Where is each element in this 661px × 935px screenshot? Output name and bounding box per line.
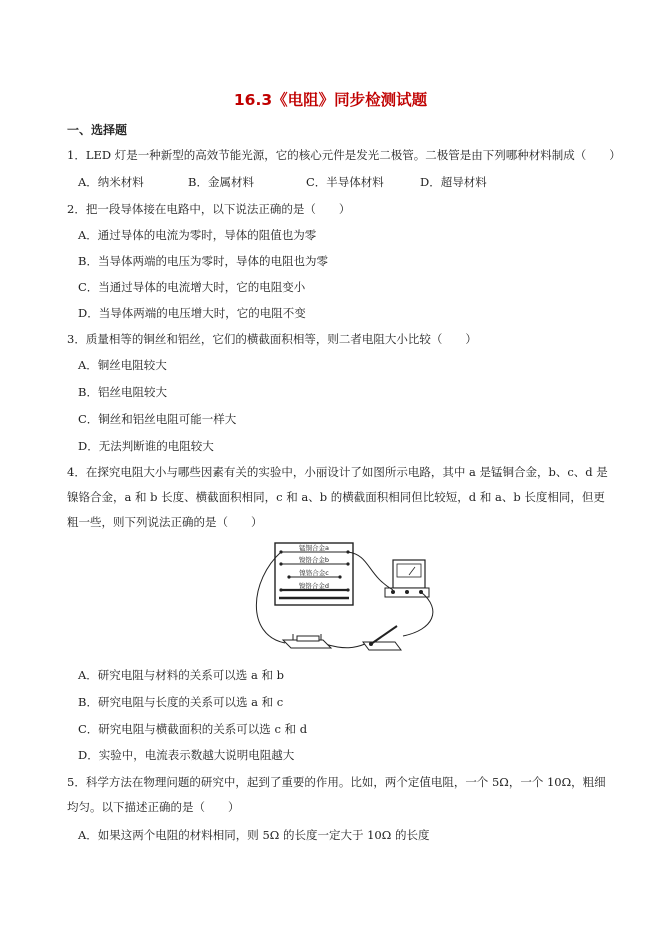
q2-option-a: A．通过导体的电流为零时，导体的阻值也为零 bbox=[78, 228, 317, 242]
q1-stem: 1．LED 灯是一种新型的高效节能光源，它的核心元件是发光二极管。二极管是由下列哪种材料制成（ ） bbox=[67, 148, 621, 162]
q5-stem-line: 5．科学方法在物理问题的研究中，起到了重要的作用。比如，两个定值电阻，一个 5Ω，一个 10Ω，粗细 bbox=[67, 775, 606, 789]
q2-stem: 2．把一段导体接在电路中，以下说法正确的是（ ） bbox=[67, 202, 351, 216]
q1-option-c: C．半导体材料 bbox=[306, 175, 384, 189]
q4-option-d: D．实验中，电流表示数越大说明电阻越大 bbox=[78, 748, 295, 762]
q4-option-b: B．研究电阻与长度的关系可以选 a 和 c bbox=[78, 695, 284, 709]
q4-option-c: C．研究电阻与横截面积的关系可以选 c 和 d bbox=[78, 722, 308, 736]
q3-option-b: B．铝丝电阻较大 bbox=[78, 385, 167, 399]
q3-stem: 3．质量相等的铜丝和铝丝，它们的横截面积相等，则二者电阻大小比较（ ） bbox=[67, 332, 477, 346]
q5-stem bbox=[67, 770, 606, 820]
label-d: 镍铬合金d bbox=[298, 582, 330, 590]
q4-stem bbox=[67, 460, 608, 535]
q1-options bbox=[78, 174, 538, 190]
q4-stem-line: 4．在探究电阻大小与哪些因素有关的实验中，小丽设计了如图所示电路，其中 a 是锰铜合金，b、c、d 是 bbox=[67, 465, 608, 479]
circuit-figure bbox=[245, 540, 445, 665]
label-a: 锰铜合金a bbox=[299, 544, 329, 552]
battery bbox=[283, 634, 331, 648]
page-title: 16.3《电阻》同步检测试题 bbox=[233, 91, 428, 109]
q1-option-a: A．纳米材料 bbox=[78, 175, 144, 189]
switch bbox=[363, 626, 401, 650]
q2-option-c: C．当通过导体的电流增大时，它的电阻变小 bbox=[78, 280, 306, 294]
q2-option-b: B．当导体两端的电压为零时，导体的电阻也为零 bbox=[78, 254, 328, 268]
q1-option-b: B．金属材料 bbox=[188, 175, 254, 189]
q4-option-a: A．研究电阻与材料的关系可以选 a 和 b bbox=[78, 668, 284, 682]
q4-stem-line: 镍铬合金，a 和 b 长度、横截面积相同，c 和 a、b 的横截面积相同但比较短，d 和 a、b 长度相同，但更 bbox=[67, 490, 605, 504]
q3-option-c: C．铜丝和铝丝电阻可能一样大 bbox=[78, 412, 237, 426]
label-b: 镍铬合金b bbox=[298, 556, 330, 564]
circuit-diagram bbox=[245, 540, 445, 665]
q3-option-a: A．铜丝电阻较大 bbox=[78, 358, 167, 372]
q2-option-d: D．当导体两端的电压增大时，它的电阻不变 bbox=[78, 306, 306, 320]
q3-option-d: D．无法判断谁的电阻较大 bbox=[78, 439, 214, 453]
section-heading: 一、选择题 bbox=[67, 123, 128, 137]
q5-stem-line: 均匀。以下描述正确的是（ ） bbox=[67, 800, 240, 814]
label-c: 镍铬合金c bbox=[299, 569, 329, 577]
q1-option-d: D．超导材料 bbox=[420, 175, 487, 189]
q4-stem-line: 粗一些，则下列说法正确的是（ ） bbox=[67, 515, 263, 529]
q5-option-a: A．如果这两个电阻的材料相同，则 5Ω 的长度一定大于 10Ω 的长度 bbox=[78, 828, 430, 842]
